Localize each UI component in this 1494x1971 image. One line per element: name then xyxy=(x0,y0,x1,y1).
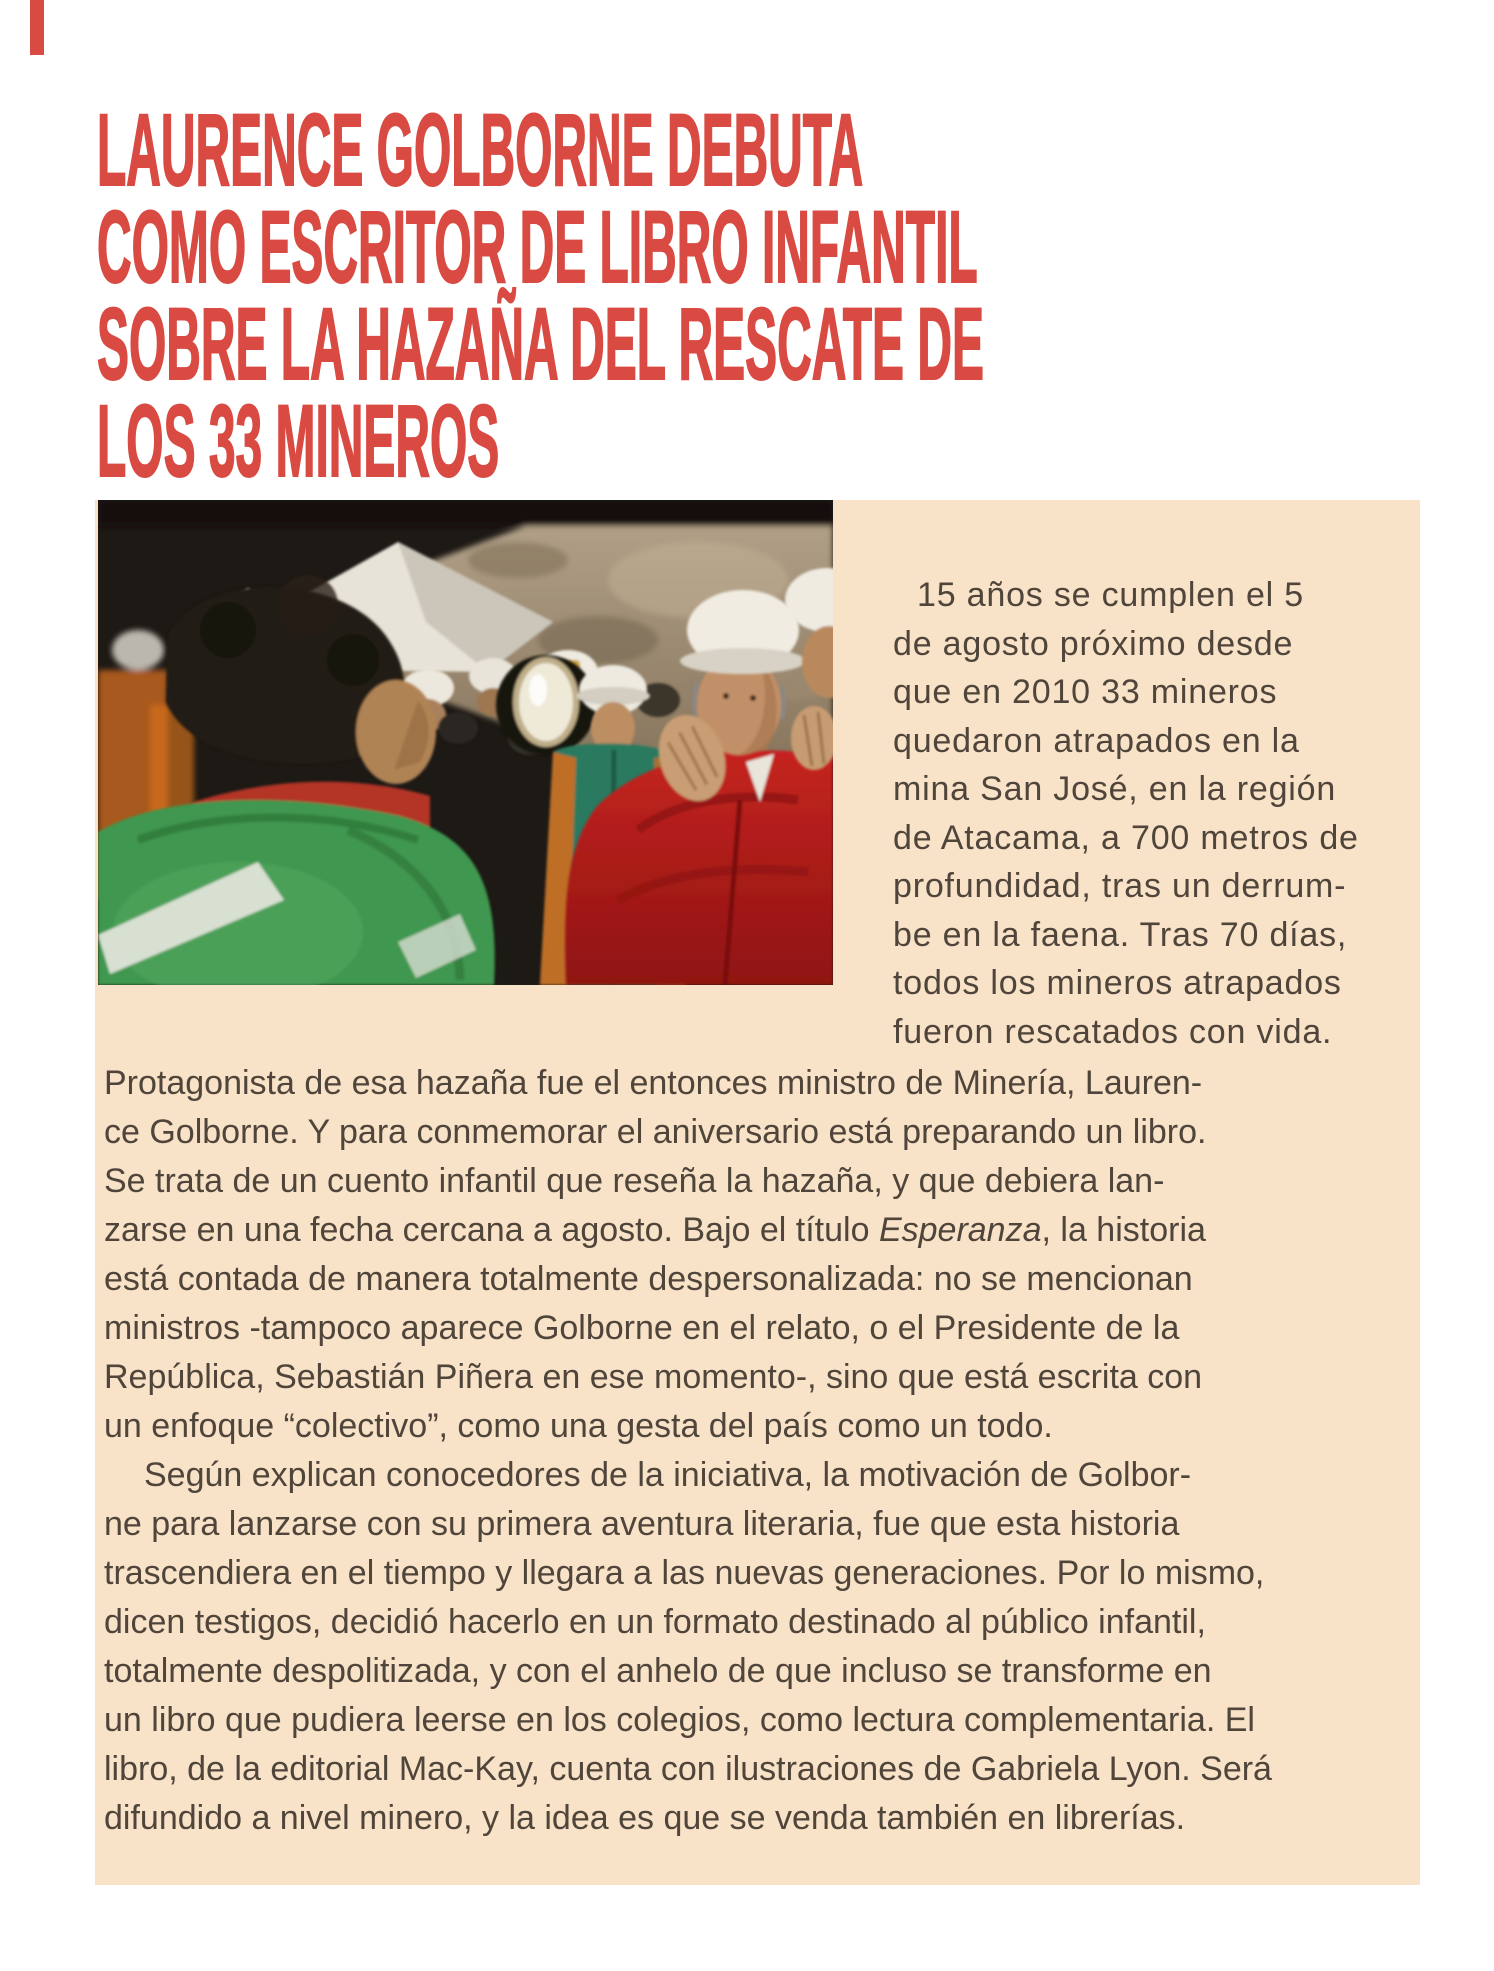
text-line: ministros -tampoco aparece Golborne en el relato, o el Presidente de la xyxy=(104,1309,1180,1347)
corner-accent-mark xyxy=(30,0,44,55)
rescue-photo-illustration xyxy=(98,500,833,985)
text-line: Protagonista de esa hazaña fue el entonces ministro de Minería, Lauren- xyxy=(104,1064,1203,1102)
text-line: ce Golborne. Y para conmemorar el aniversario está preparando un libro. xyxy=(104,1113,1207,1151)
text-line: totalmente despolitizada, y con el anhelo de que incluso se transforme en xyxy=(104,1652,1212,1690)
text-line: un enfoque “colectivo”, como una gesta del país como un todo. xyxy=(104,1407,1053,1445)
rescue-photo xyxy=(98,500,833,985)
text-line: LAURENCE GOLBORNE DEBUTA xyxy=(97,93,864,207)
text-line: quedaron atrapados en la xyxy=(893,721,1300,760)
text-line: Según explican conocedores de la iniciativa, la motivación de Golbor- xyxy=(144,1456,1192,1494)
text-line: SOBRE LA HAZAÑA DEL RESCATE DE xyxy=(97,287,984,401)
text-line: difundido a nivel minero, y la idea es que se venda también en librerías. xyxy=(104,1799,1186,1837)
text-line: trascendiera en el tiempo y llegara a las nuevas generaciones. Por lo mismo, xyxy=(104,1554,1265,1592)
text-line: República, Sebastián Piñera en ese momento-, sino que está escrita con xyxy=(104,1358,1203,1396)
text-line: está contada de manera totalmente despersonalizada: no se mencionan xyxy=(104,1260,1193,1298)
text-line: COMO ESCRITOR DE LIBRO INFANTIL xyxy=(97,190,978,304)
text-line: zarse en una fecha cercana a agosto. Bajo el título Esperanza, la historia xyxy=(104,1211,1206,1249)
text-line: libro, de la editorial Mac-Kay, cuenta con ilustraciones de Gabriela Lyon. Será xyxy=(104,1750,1272,1788)
photo-miner-lantern xyxy=(496,655,596,755)
text-line: be en la faena. Tras 70 días, xyxy=(893,915,1348,954)
text-line: 15 años se cumplen el 5 xyxy=(917,576,1304,614)
text-line: de Atacama, a 700 metros de xyxy=(893,818,1359,857)
text-line: dicen testigos, decidió hacerlo en un formato destinado al público infantil, xyxy=(104,1603,1206,1641)
text-line: todos los mineros atrapados xyxy=(893,964,1342,1002)
text-line: LOS 33 MINEROS xyxy=(97,384,500,498)
text-line: un libro que pudiera leerse en los colegios, como lectura complementaria. El xyxy=(104,1701,1255,1739)
body-text-column xyxy=(104,1059,1420,1843)
intro-column xyxy=(893,571,1405,1056)
text-line: mina San José, en la región xyxy=(893,770,1337,808)
text-line: ne para lanzarse con su primera aventura literaria, fue que esta historia xyxy=(104,1505,1180,1543)
text-line: fueron rescatados con vida. xyxy=(893,1012,1333,1051)
article-headline xyxy=(97,93,1494,498)
text-line: profundidad, tras un derrum- xyxy=(893,867,1347,905)
text-line: Se trata de un cuento infantil que reseña la hazaña, y que debiera lan- xyxy=(104,1162,1165,1200)
text-line: que en 2010 33 mineros xyxy=(893,673,1278,711)
text-line: de agosto próximo desde xyxy=(893,624,1294,663)
